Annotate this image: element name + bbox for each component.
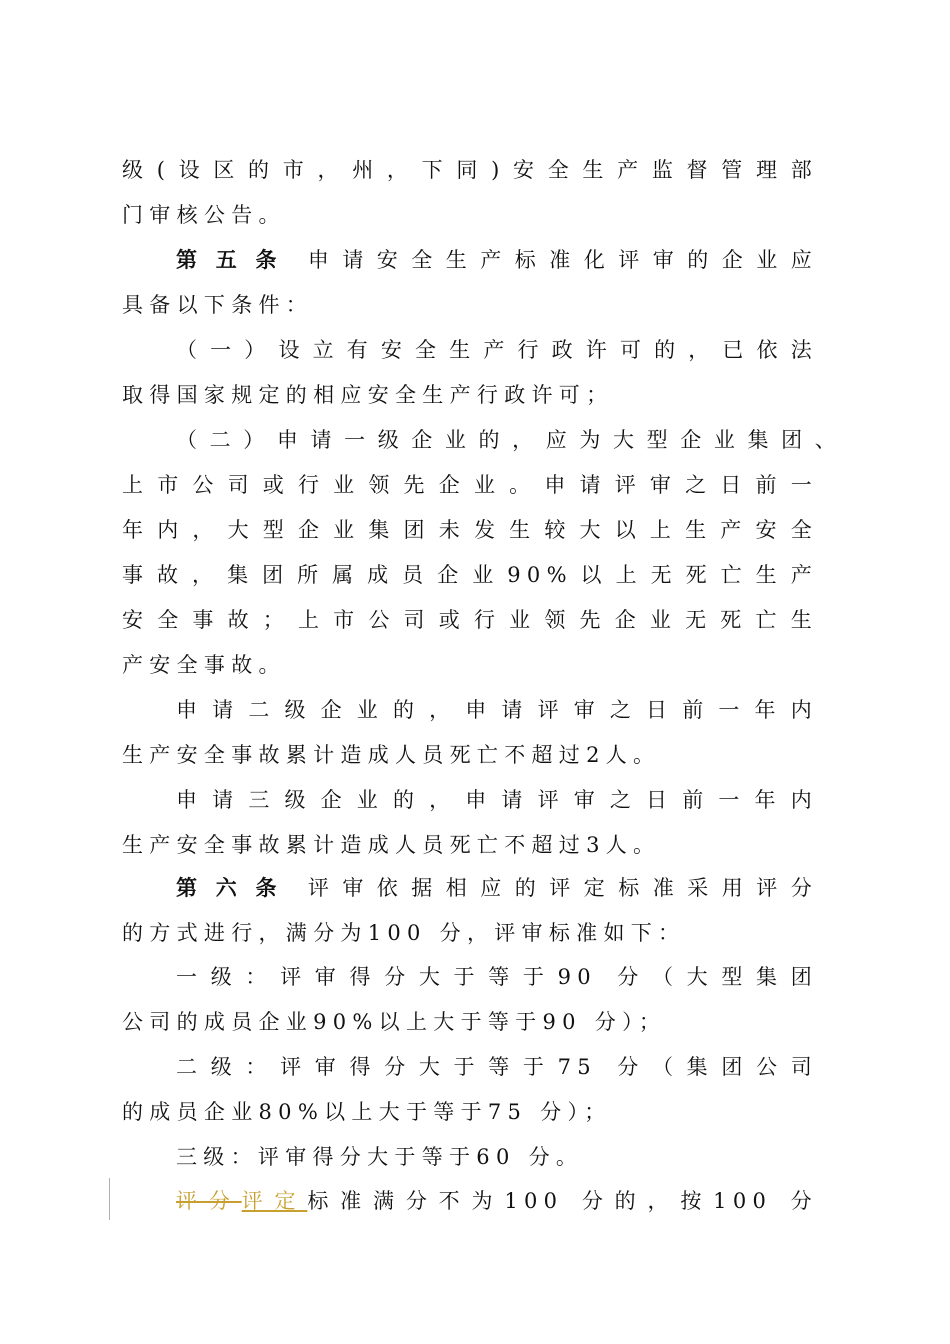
- text-line: 级(设区的市，州，下同)安全生产监督管理部: [122, 158, 818, 182]
- text-line: 的方式进行，满分为100 分，评审标准如下：: [122, 921, 686, 945]
- text-line: 一级：评审得分大于等于90 分（大型集团: [176, 965, 818, 989]
- text-line: 年内，大型企业集团未发生较大以上生产安全: [122, 518, 818, 542]
- text-line: 上市公司或行业领先企业。申请评审之日前一: [122, 473, 818, 497]
- text-line: 的成员企业80%以上大于等于75 分）；: [122, 1100, 612, 1124]
- revision-change-bar: [109, 1178, 110, 1220]
- text-line: 门审核公告。: [122, 203, 286, 227]
- text-line: 产安全事故。: [122, 653, 286, 677]
- text-line: 生产安全事故累计造成人员死亡不超过2人。: [122, 743, 661, 767]
- tracked-change-line: [176, 1185, 818, 1217]
- text-line: 事故，集团所属成员企业90%以上无死亡生产: [122, 563, 818, 587]
- text-line: 取得国家规定的相应安全生产行政许可；: [122, 383, 614, 407]
- text-line: 三级：评审得分大于等于60 分。: [176, 1145, 584, 1169]
- deleted-text: 评分: [176, 1189, 242, 1213]
- inserted-text: 评定: [241, 1189, 308, 1213]
- article-5-text: 申请安全生产标准化评审的企业应: [307, 248, 819, 272]
- article-6-label: 第六条: [176, 875, 296, 900]
- text-line: （二）申请一级企业的，应为大型企业集团、: [176, 428, 842, 452]
- text-line: 申请二级企业的，申请评审之日前一年内: [176, 698, 818, 722]
- article-5-heading-line: [176, 244, 818, 276]
- article-5-label: 第五条: [176, 247, 296, 272]
- line-rest-text: 标准满分不为100 分的，按100 分: [307, 1189, 818, 1213]
- text-line: 生产安全事故累计造成人员死亡不超过3人。: [122, 833, 661, 857]
- text-line: 申请三级企业的，申请评审之日前一年内: [176, 788, 818, 812]
- text-line: 二级：评审得分大于等于75 分（集团公司: [176, 1055, 818, 1079]
- text-line: 公司的成员企业90%以上大于等于90 分）；: [122, 1010, 667, 1034]
- text-line: 安全事故；上市公司或行业领先企业无死亡生: [122, 608, 818, 632]
- article-6-heading-line: [176, 872, 818, 904]
- text-line: （一）设立有安全生产行政许可的，已依法: [176, 338, 818, 362]
- text-line: 具备以下条件：: [122, 293, 314, 317]
- article-6-text: 评审依据相应的评定标准采用评分: [307, 876, 819, 900]
